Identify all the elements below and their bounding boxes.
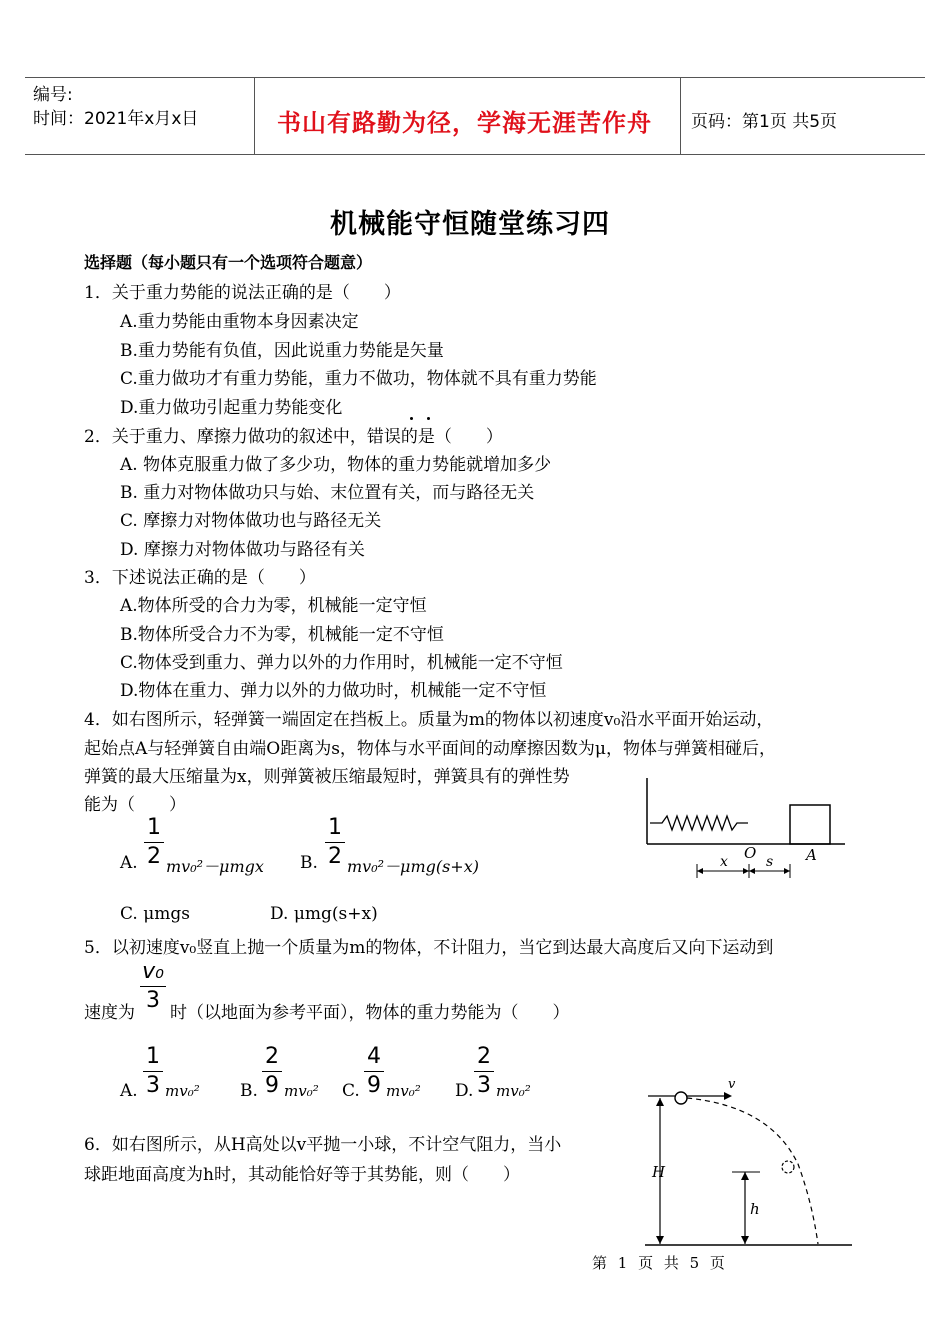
- q5-option-d-label: D.: [455, 1081, 474, 1101]
- emphasis-dot: [427, 417, 430, 420]
- q5-option-b-label: B.: [240, 1081, 258, 1101]
- q5-option-b-fraction: [262, 1045, 282, 1098]
- arrowhead-icon: [743, 868, 749, 874]
- arrowhead-icon: [724, 1092, 732, 1100]
- fraction-denominator: 3: [146, 1073, 160, 1098]
- q4-option-b-fraction: [325, 816, 345, 869]
- q4-line3: 弹簧的最大压缩量为x，则弹簧被压缩最短时，弹簧具有的弹性势: [84, 767, 570, 787]
- q1-option-a: A.重力势能由重物本身因素决定: [120, 312, 359, 332]
- page-title: 机械能守恒随堂练习四: [330, 209, 610, 240]
- header-divider-left: [254, 77, 255, 155]
- q1-option-b: B.重力势能有负值，因此说重力势能是矢量: [120, 341, 444, 361]
- block-icon: [790, 805, 830, 844]
- q2-option-a: A. 物体克服重力做了多少功，物体的重力势能就增加多少: [120, 455, 552, 475]
- fraction-bar: [262, 1071, 282, 1072]
- q3-option-a: A.物体所受的合力为零，机械能一定守恒: [120, 596, 427, 616]
- section-heading: 选择题（每小题只有一个选项符合题意）: [84, 253, 373, 272]
- fraction-numerator: 1: [147, 815, 161, 840]
- q2-option-b: B. 重力对物体做功只与始、末位置有关，而与路径无关: [120, 483, 535, 503]
- trajectory-curve: [687, 1098, 818, 1244]
- emphasis-dot: [410, 417, 413, 420]
- fraction-numerator: 2: [265, 1044, 279, 1069]
- q5-speed-fraction: [140, 960, 166, 1013]
- projectile-figure: [640, 1072, 860, 1252]
- q2-option-d: D. 摩擦力对物体做功与路径有关: [120, 540, 365, 560]
- fraction-numerator: 4: [367, 1044, 381, 1069]
- q5-line2: 时（以地面为参考平面），物体的重力势能为（ ）: [170, 1003, 570, 1023]
- arrowhead-icon: [656, 1236, 664, 1244]
- label-H: H: [652, 1163, 666, 1181]
- q6-line2: 球距地面高度为h时，其动能恰好等于其势能，则（ ）: [84, 1165, 520, 1185]
- q5-speed-label: 速度为: [84, 1003, 135, 1023]
- arrowhead-icon: [741, 1236, 749, 1244]
- fraction-bar: [144, 842, 164, 843]
- q5-option-a-label: A.: [120, 1081, 138, 1101]
- q4-line1: 4．如右图所示，轻弹簧一端固定在挡板上。质量为m的物体以初速度v₀沿水平面开始运动，: [84, 710, 774, 730]
- q5-option-c-expr: mv₀²: [386, 1082, 421, 1100]
- q5-option-c-fraction: [364, 1045, 384, 1098]
- q5-option-c-label: C.: [342, 1081, 360, 1101]
- fraction-denominator: 3: [477, 1073, 491, 1098]
- q4-line2: 起始点A与轻弹簧自由端O距离为s，物体与水平面间的动摩擦因数为μ，物体与弹簧相碰后，: [84, 739, 776, 759]
- q4-option-a-label: A.: [120, 853, 138, 873]
- q1-option-c: C.重力做功才有重力势能，重力不做功，物体就不具有重力势能: [120, 369, 597, 389]
- fraction-denominator: 9: [367, 1073, 381, 1098]
- arrowhead-icon: [749, 868, 755, 874]
- q3-stem: 3．下述说法正确的是（ ）: [84, 568, 316, 588]
- q6-line1: 6．如右图所示，从H高处以v平抛一小球，不计空气阻力，当小: [84, 1135, 562, 1155]
- fraction-bar: [474, 1071, 494, 1072]
- q5-option-a-expr: mv₀²: [165, 1082, 200, 1100]
- header-bottom-rule: [25, 154, 925, 155]
- ball-position-icon: [782, 1161, 794, 1173]
- q5-option-d-expr: mv₀²: [496, 1082, 531, 1100]
- fraction-bar: [140, 986, 166, 987]
- q3-option-b: B.物体所受合力不为零，机械能一定不守恒: [120, 625, 444, 645]
- arrowhead-icon: [784, 868, 790, 874]
- q4-option-a-expr: mv₀²－μmgx: [166, 857, 264, 876]
- label-x: x: [720, 854, 728, 870]
- motto: 书山有路勤为径，学海无涯苦作舟: [277, 109, 652, 137]
- q5-option-a-fraction: [143, 1045, 163, 1098]
- q3-option-c: C.物体受到重力、弹力以外的力作用时，机械能一定不守恒: [120, 653, 563, 673]
- q4-option-b-label: B.: [300, 853, 318, 873]
- fraction-denominator: 2: [328, 844, 342, 869]
- serial-label: 编号:: [33, 85, 73, 105]
- ball-icon: [675, 1092, 687, 1104]
- fraction-bar: [325, 842, 345, 843]
- q4-option-c: C. μmgs: [120, 904, 190, 924]
- fraction-denominator: 9: [265, 1073, 279, 1098]
- fraction-denominator: 3: [146, 988, 160, 1013]
- label-a: A: [806, 846, 817, 864]
- page-info: 页码：第1页 共5页: [691, 112, 838, 132]
- fraction-denominator: 2: [147, 844, 161, 869]
- q5-option-d-fraction: [474, 1045, 494, 1098]
- fraction-numerator: 1: [328, 815, 342, 840]
- q2-stem: 2．关于重力、摩擦力做功的叙述中，错误的是（ ）: [84, 427, 503, 447]
- arrowhead-icon: [656, 1098, 664, 1106]
- time-label: 时间：2021年x月x日: [33, 109, 199, 129]
- q4-option-b-expr: mv₀²－μmg(s+x): [347, 857, 479, 876]
- q1-stem: 1．关于重力势能的说法正确的是（ ）: [84, 283, 401, 303]
- fraction-bar: [143, 1071, 163, 1072]
- arrowhead-icon: [697, 868, 703, 874]
- label-s: s: [766, 854, 774, 870]
- q4-option-d: D. μmg(s+x): [270, 904, 378, 924]
- q5-line1: 5．以初速度v₀竖直上抛一个质量为m的物体，不计阻力，当它到达最大高度后又向下运动到: [84, 938, 774, 958]
- spring-icon: [650, 816, 748, 830]
- page-footer: 第 1 页 共 5 页: [592, 1254, 728, 1272]
- q1-option-d: D.重力做功引起重力势能变化: [120, 398, 343, 418]
- header-divider-right: [680, 77, 681, 155]
- arrowhead-icon: [741, 1172, 749, 1180]
- fraction-numerator: 1: [146, 1044, 160, 1069]
- fraction-bar: [364, 1071, 384, 1072]
- q2-option-c: C. 摩擦力对物体做功也与路径无关: [120, 511, 382, 531]
- label-h: h: [750, 1200, 760, 1218]
- spring-block-figure: [640, 770, 860, 885]
- q4-option-a-fraction: [144, 816, 164, 869]
- label-v: v: [728, 1077, 736, 1092]
- label-o: O: [744, 844, 757, 862]
- header-top-rule: [25, 77, 925, 78]
- q4-line4: 能为（ ）: [84, 795, 186, 815]
- q3-option-d: D.物体在重力、弹力以外的力做功时，机械能一定不守恒: [120, 681, 547, 701]
- q5-option-b-expr: mv₀²: [284, 1082, 319, 1100]
- fraction-numerator: 2: [477, 1044, 491, 1069]
- fraction-numerator: v₀: [142, 959, 164, 984]
